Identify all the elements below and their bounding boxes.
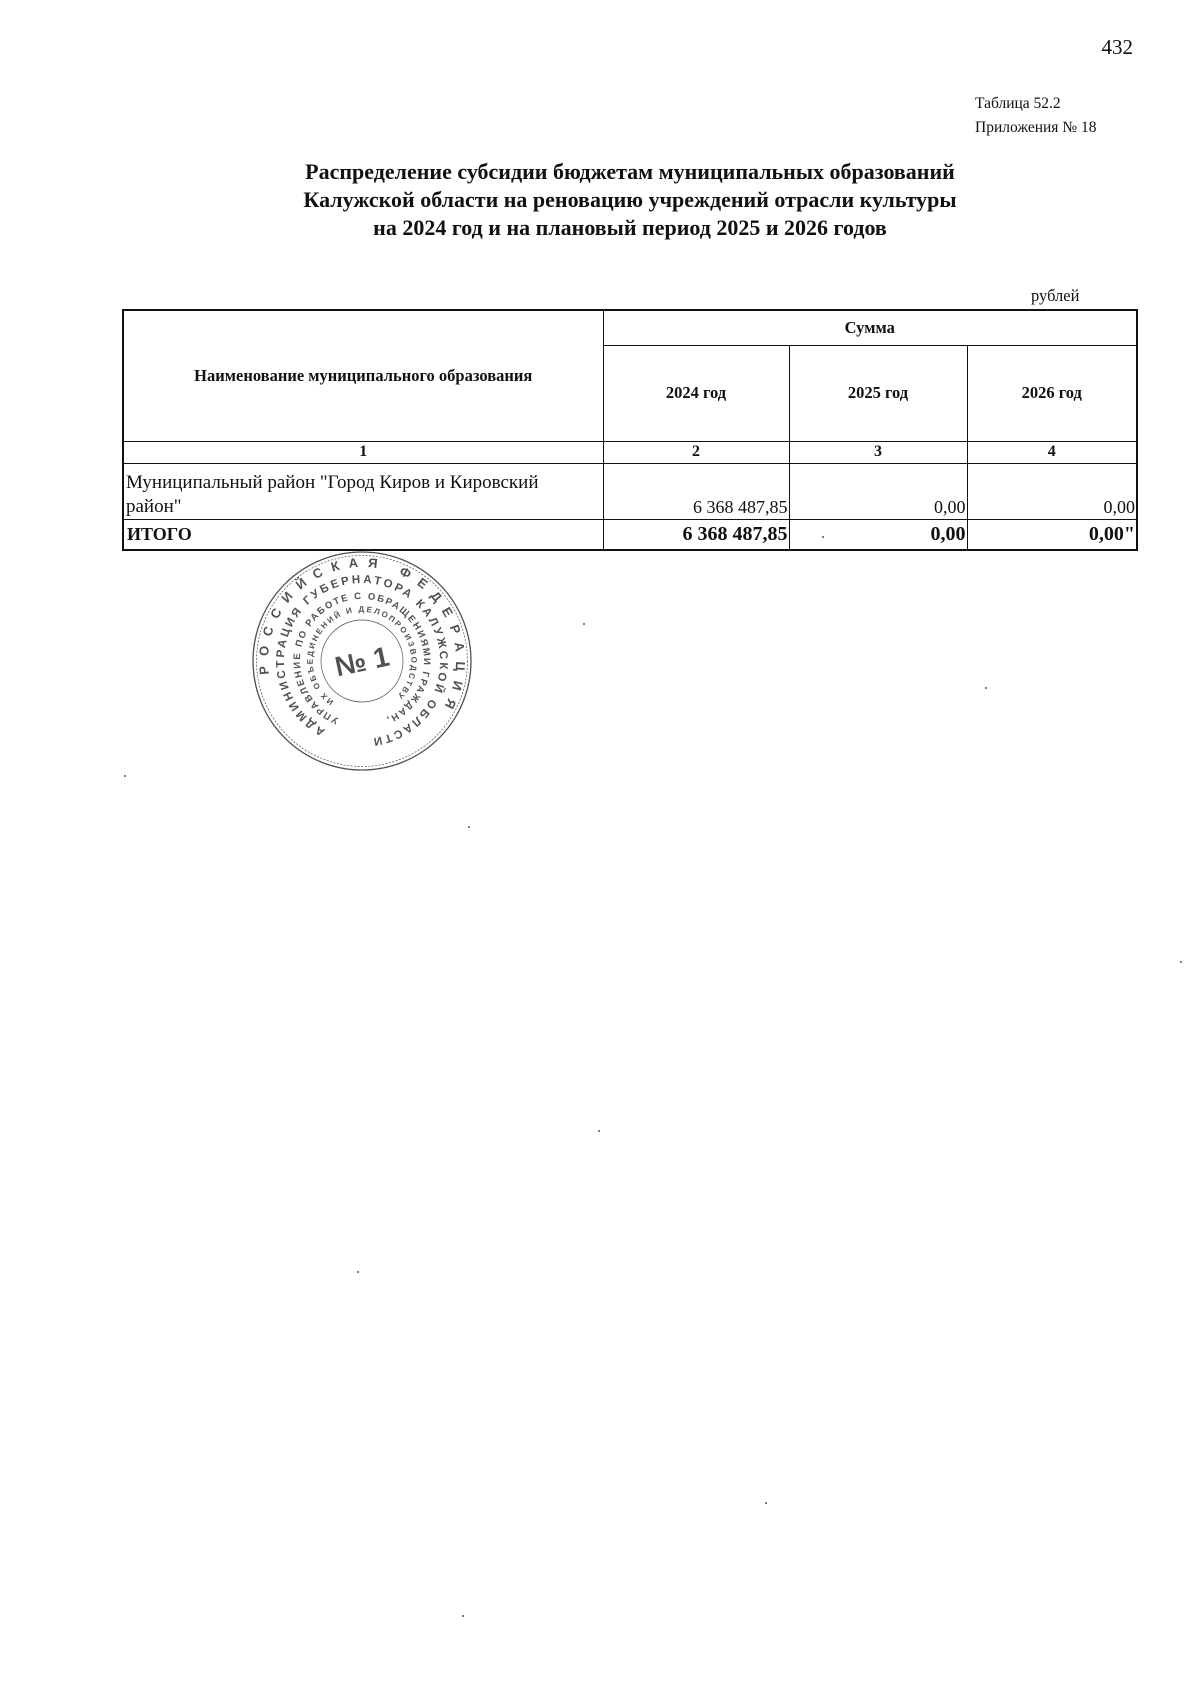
- seal-center-number: № 1: [332, 640, 393, 683]
- scan-speck: [357, 1271, 359, 1273]
- table-number: Таблица 52.2: [975, 95, 1061, 112]
- title-line-2: Калужской области на реновацию учреждений отрасли культуры: [303, 187, 957, 212]
- scan-speck: [462, 1615, 464, 1617]
- amount-2024: 6 368 487,85: [603, 463, 789, 519]
- table-row: [123, 463, 1137, 519]
- scan-speck: [765, 1502, 767, 1504]
- column-number-row: [123, 441, 1137, 463]
- total-row: [123, 519, 1137, 550]
- seal-inner-ring: ИХ ОБЪЕДИНЕНИЙ И ДЕЛОПРОИЗВОДСТВУ: [305, 604, 419, 707]
- municipality-name: Муниципальный район "Город Киров и Кировский район": [123, 463, 603, 519]
- scan-speck: [1180, 961, 1182, 963]
- seal-second-ring: АДМИНИСТРАЦИЯ ГУБЕРНАТОРА КАЛУЖСКОЙ ОБЛАСТИ: [274, 573, 450, 748]
- official-seal: [249, 548, 475, 774]
- column-number: 3: [789, 441, 967, 463]
- column-number: 1: [123, 441, 603, 463]
- scan-speck: [822, 536, 824, 538]
- total-2026: 0,00": [967, 519, 1137, 550]
- table-reference: [975, 92, 1096, 140]
- header-name-column: Наименование муниципального образования: [123, 310, 603, 441]
- column-number: 4: [967, 441, 1137, 463]
- document-title: [180, 158, 1080, 242]
- title-line-3: на 2024 год и на плановый период 2025 и 2026 годов: [373, 215, 887, 240]
- scan-speck: [985, 687, 987, 689]
- header-sum-group: Сумма: [603, 310, 1137, 345]
- subsidy-table: [122, 309, 1138, 551]
- total-2024: 6 368 487,85: [603, 519, 789, 550]
- total-label: ИТОГО: [123, 519, 603, 550]
- amount-2025: 0,00: [789, 463, 967, 519]
- seal-outer-ring: РОССИЙСКАЯ ФЕДЕРАЦИЯ: [256, 554, 469, 712]
- table-header-row: [123, 310, 1137, 345]
- seal-third-ring: УПРАВЛЕНИЕ ПО РАБОТЕ С ОБРАЩЕНИЯМИ ГРАЖДАН,: [291, 590, 433, 726]
- scan-speck: [583, 623, 585, 625]
- scan-speck: [468, 826, 470, 828]
- scan-speck: [124, 775, 126, 777]
- appendix-number: Приложения № 18: [975, 119, 1097, 136]
- total-2025: 0,00: [789, 519, 967, 550]
- header-year-2024: 2024 год: [603, 345, 789, 441]
- title-line-1: Распределение субсидии бюджетам муниципальных образований: [305, 159, 955, 184]
- header-year-2025: 2025 год: [789, 345, 967, 441]
- units-label: рублей: [1031, 286, 1080, 305]
- header-year-2026: 2026 год: [967, 345, 1137, 441]
- scan-speck: [598, 1130, 600, 1132]
- page-number: 432: [1101, 35, 1133, 59]
- column-number: 2: [603, 441, 789, 463]
- amount-2026: 0,00: [967, 463, 1137, 519]
